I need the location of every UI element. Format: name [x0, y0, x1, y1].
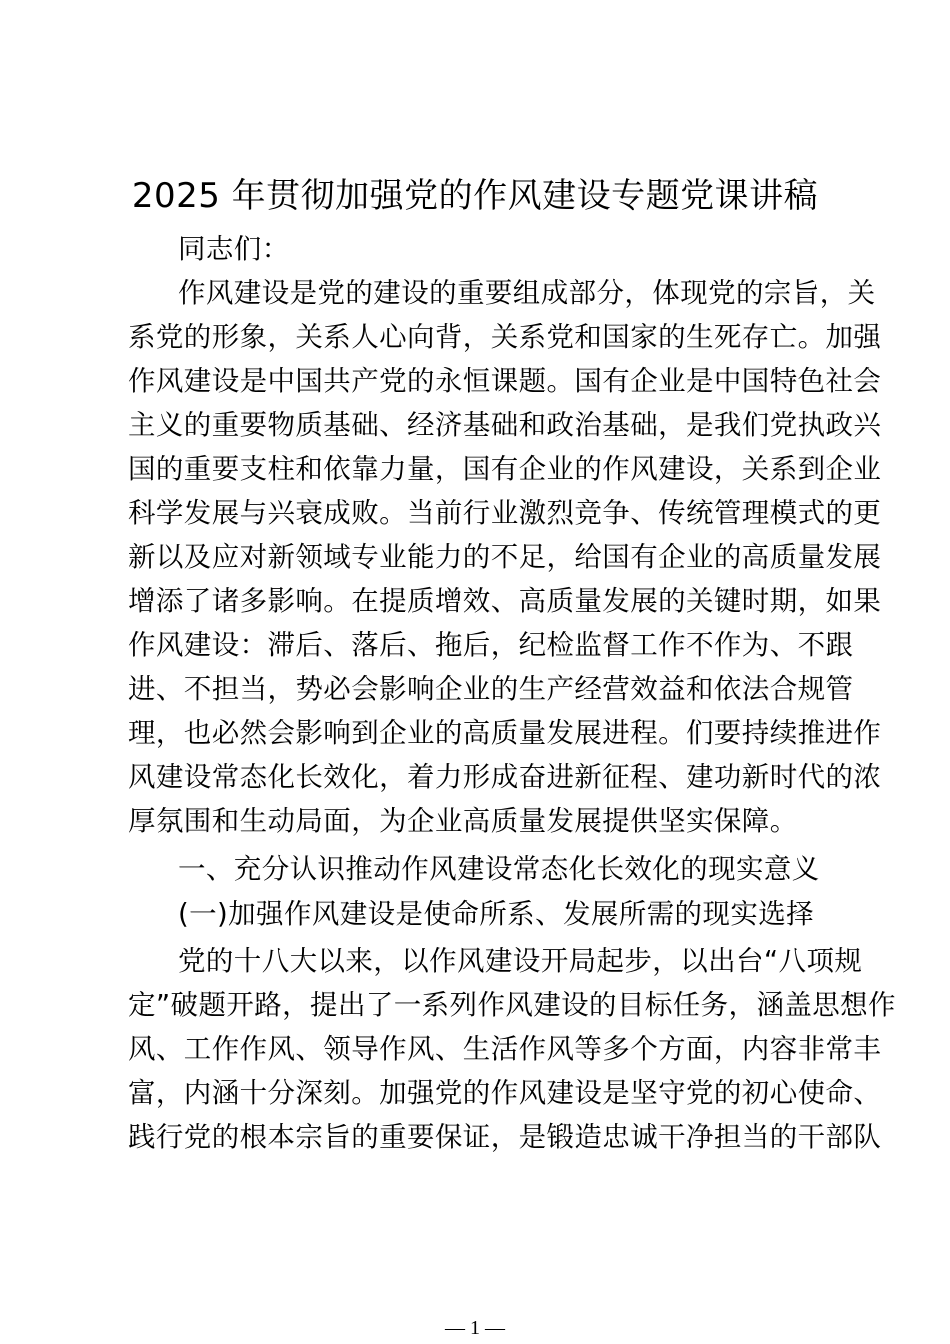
salutation: 同志们： [178, 233, 290, 265]
document-title: 2025 年贯彻加强党的作风建设专题党课讲稿 [131, 176, 819, 216]
paragraph-line: 作风建设：滞后、落后、拖后，纪检监督工作不作为、不跟 [128, 629, 854, 661]
paragraph-line: 系党的形象，关系人心向背，关系党和国家的生死存亡。加强 [128, 321, 882, 353]
paragraph-line: 风建设常态化长效化，着力形成奋进新征程、建功新时代的浓 [128, 761, 882, 793]
paragraph-line: 科学发展与兴衰成败。当前行业激烈竞争、传统管理模式的更 [128, 497, 882, 529]
paragraph-line: 理，也必然会影响到企业的高质量发展进程。们要持续推进作 [128, 717, 882, 749]
section-heading: 一、充分认识推动作风建设常态化长效化的现实意义 [178, 853, 820, 885]
paragraph-line: 国的重要支柱和依靠力量，国有企业的作风建设，关系到企业 [128, 453, 882, 485]
paragraph-line: 增添了诸多影响。在提质增效、高质量发展的关键时期，如果 [128, 585, 882, 617]
paragraph-line: 作风建设是中国共产党的永恒课题。国有企业是中国特色社会 [128, 365, 882, 397]
paragraph-line: 风、工作作风、领导作风、生活作风等多个方面，内容非常丰 [128, 1033, 882, 1065]
paragraph-line: 厚氛围和生动局面，为企业高质量发展提供坚实保障。 [128, 805, 798, 837]
paragraph-line: 主义的重要物质基础、经济基础和政治基础，是我们党执政兴 [128, 409, 882, 441]
paragraph-line: 定”破题开路，提出了一系列作风建设的目标任务，涵盖思想作 [128, 989, 896, 1021]
paragraph-line: 作风建设是党的建设的重要组成部分，体现党的宗旨，关 [178, 277, 876, 309]
paragraph-line: 党的十八大以来，以作风建设开局起步，以出台“八项规 [178, 945, 863, 977]
paragraph-line: 践行党的根本宗旨的重要保证，是锻造忠诚干净担当的干部队 [128, 1121, 882, 1153]
paragraph-line: 新以及应对新领域专业能力的不足，给国有企业的高质量发展 [128, 541, 882, 573]
paragraph-line: 富，内涵十分深刻。加强党的作风建设是坚守党的初心使命、 [128, 1077, 882, 1109]
paragraph-line: 进、不担当，势必会影响企业的生产经营效益和依法合规管 [128, 673, 854, 705]
subsection-heading: (一)加强作风建设是使命所系、发展所需的现实选择 [178, 898, 815, 930]
page-number: — 1 — [445, 1317, 505, 1339]
